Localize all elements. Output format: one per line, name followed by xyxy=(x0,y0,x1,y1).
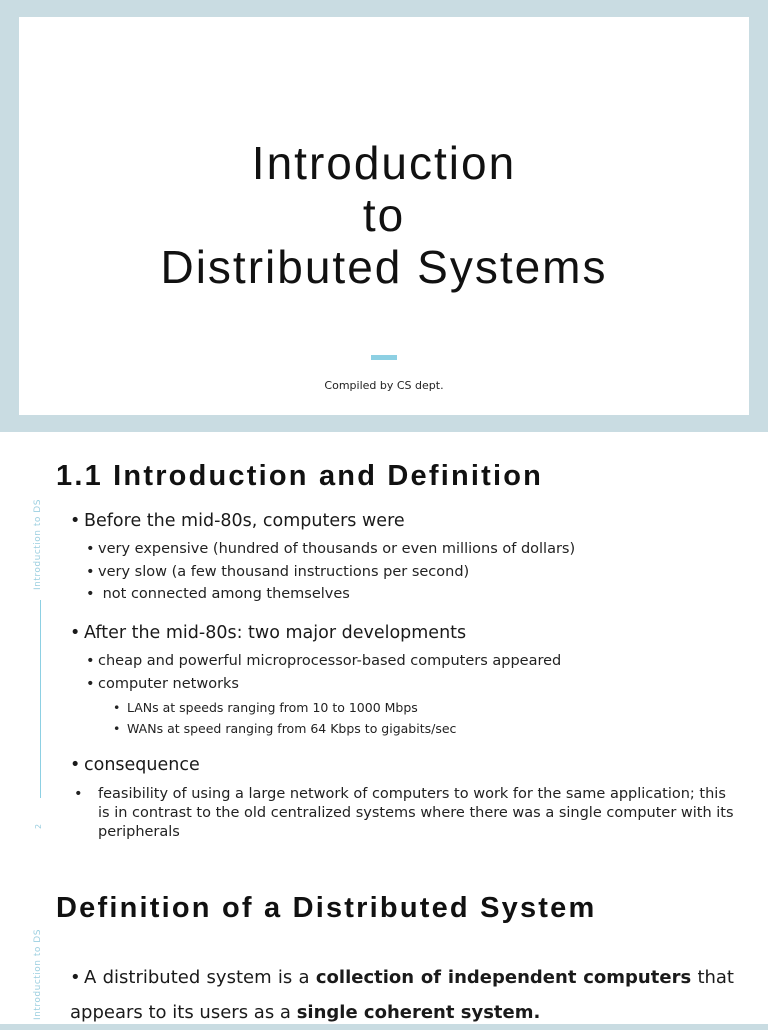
slide-subtitle: Compiled by CS dept. xyxy=(324,379,444,392)
definition-text-2: that appears to its users as a xyxy=(70,967,734,1023)
side-line xyxy=(40,600,41,798)
bullet-after-item-1: • cheap and powerful microprocessor-based computers appeared xyxy=(86,653,561,669)
bullet-consequence: • consequence xyxy=(70,755,200,775)
definition-heading: Definition of a Distributed System xyxy=(56,892,597,924)
slide-divider xyxy=(0,415,768,432)
section-heading: 1.1 Introduction and Definition xyxy=(56,460,544,492)
bullet-dot: • xyxy=(70,967,81,988)
definition-bold-2: single coherent system. xyxy=(296,1002,541,1023)
bullet-consequence-item: • feasibility of using a large network of computers to work for the same application; this is in contrast to the old centralized systems where there was a single computer with its peripherals xyxy=(86,785,738,842)
content-slide xyxy=(0,432,768,1024)
definition-paragraph xyxy=(70,960,734,1030)
bullet-network-item-1: • LANs at speeds ranging from 10 to 1000 Mbps xyxy=(113,700,418,715)
side-label: Introduction to DS xyxy=(33,499,43,590)
bullet-network-item-2: • WANs at speed ranging from 64 Kbps to gigabits/sec xyxy=(113,721,456,736)
title-line-1: Introduction xyxy=(251,137,517,189)
definition-bold-1: collection of independent computers xyxy=(315,967,692,988)
title-line-3: Distributed Systems xyxy=(160,241,608,293)
title-slide xyxy=(19,17,749,415)
bullet-before-item-2: • very slow (a few thousand instructions per second) xyxy=(86,564,469,580)
side-label-2: Introduction to DS xyxy=(33,929,43,1020)
title-line-2: to xyxy=(362,189,406,241)
page-number: 2 xyxy=(34,823,44,830)
accent-bar xyxy=(371,355,397,360)
bullet-before-item-3: • not connected among themselves xyxy=(86,586,350,602)
definition-text-1: A distributed system is a xyxy=(84,967,316,988)
bullet-before: • Before the mid-80s, computers were xyxy=(70,511,405,531)
slide-title xyxy=(19,137,749,293)
bullet-after: • After the mid-80s: two major developments xyxy=(70,623,466,643)
bullet-after-item-2: • computer networks xyxy=(86,676,239,692)
bullet-before-item-1: • very expensive (hundred of thousands or even millions of dollars) xyxy=(86,541,575,557)
